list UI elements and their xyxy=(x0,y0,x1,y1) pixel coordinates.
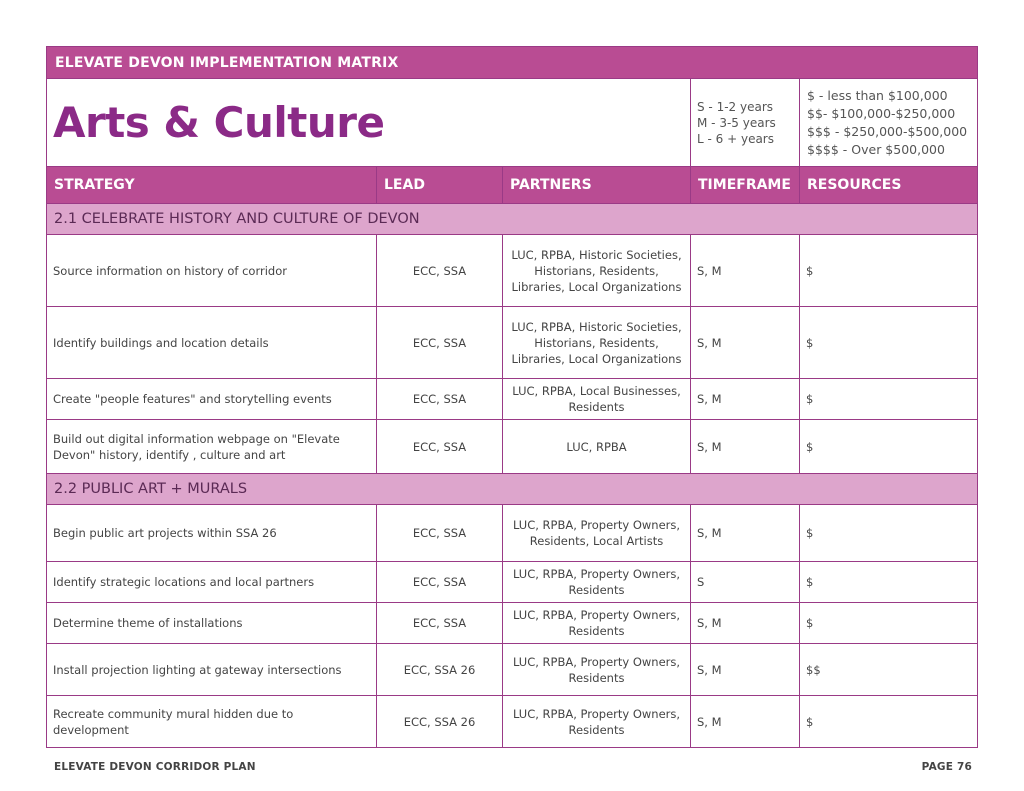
section-row xyxy=(47,474,978,505)
cell-strategy: Create "people features" and storytelling events xyxy=(47,379,377,420)
cell-timeframe: S, M xyxy=(691,696,800,748)
cell-partners: LUC, RPBA, Property Owners, Residents xyxy=(503,644,691,696)
cell-resources: $ xyxy=(800,505,978,562)
cell-strategy: Build out digital information webpage on "Elevate Devon" history, identify , culture and art xyxy=(47,420,377,474)
cell-partners: LUC, RPBA, Property Owners, Residents xyxy=(503,696,691,748)
resources-legend-3: $$$ - $250,000-$500,000 xyxy=(807,123,968,139)
cell-lead: ECC, SSA xyxy=(377,379,503,420)
cell-lead: ECC, SSA 26 xyxy=(377,644,503,696)
resources-legend-4: $$$$ - Over $500,000 xyxy=(807,141,945,157)
matrix-title-bar xyxy=(47,47,978,79)
column-header-strategy: STRATEGY xyxy=(47,167,377,204)
table-row xyxy=(47,696,978,748)
cell-timeframe: S, M xyxy=(691,379,800,420)
resources-legend-2: $$- $100,000-$250,000 xyxy=(807,105,956,121)
timeframe-legend-medium: M - 3-5 years xyxy=(697,115,776,130)
title-row xyxy=(47,79,978,167)
column-header-lead: LEAD xyxy=(377,167,503,204)
cell-resources: $ xyxy=(800,420,978,474)
cell-strategy: Recreate community mural hidden due to development xyxy=(47,696,377,748)
table-row xyxy=(47,379,978,420)
cell-strategy: Source information on history of corridor xyxy=(47,235,377,307)
timeframe-legend-long: L - 6 + years xyxy=(697,131,774,146)
resources-legend xyxy=(800,79,978,167)
matrix-body xyxy=(47,47,978,748)
cell-partners: LUC, RPBA, Local Businesses, Residents xyxy=(503,379,691,420)
cell-lead: ECC, SSA xyxy=(377,235,503,307)
implementation-matrix xyxy=(46,46,978,748)
section-title: 2.1 CELEBRATE HISTORY AND CULTURE OF DEVON xyxy=(47,204,978,235)
cell-strategy: Identify strategic locations and local partners xyxy=(47,562,377,603)
cell-partners: LUC, RPBA, Property Owners, Residents xyxy=(503,562,691,603)
table-row xyxy=(47,603,978,644)
footer-document-title: ELEVATE DEVON CORRIDOR PLAN xyxy=(54,761,256,773)
cell-lead: ECC, SSA xyxy=(377,562,503,603)
cell-lead: ECC, SSA xyxy=(377,603,503,644)
timeframe-legend xyxy=(691,79,800,167)
cell-resources: $ xyxy=(800,562,978,603)
column-header-partners: PARTNERS xyxy=(503,167,691,204)
cell-resources: $ xyxy=(800,235,978,307)
section-title: 2.2 PUBLIC ART + MURALS xyxy=(47,474,978,505)
cell-timeframe: S, M xyxy=(691,420,800,474)
cell-strategy: Identify buildings and location details xyxy=(47,307,377,379)
cell-resources: $ xyxy=(800,379,978,420)
table-row xyxy=(47,235,978,307)
cell-resources: $$ xyxy=(800,644,978,696)
cell-partners: LUC, RPBA, Property Owners, Residents, Local Artists xyxy=(503,505,691,562)
column-header-row xyxy=(47,167,978,204)
matrix-title: ELEVATE DEVON IMPLEMENTATION MATRIX xyxy=(47,47,978,79)
section-row xyxy=(47,204,978,235)
cell-partners: LUC, RPBA, Property Owners, Residents xyxy=(503,603,691,644)
cell-timeframe: S, M xyxy=(691,644,800,696)
cell-timeframe: S, M xyxy=(691,235,800,307)
table-row xyxy=(47,420,978,474)
timeframe-legend-short: S - 1-2 years xyxy=(697,99,774,114)
cell-strategy: Determine theme of installations xyxy=(47,603,377,644)
cell-strategy: Install projection lighting at gateway intersections xyxy=(47,644,377,696)
cell-timeframe: S, M xyxy=(691,505,800,562)
cell-timeframe: S, M xyxy=(691,603,800,644)
column-header-resources: RESOURCES xyxy=(800,167,978,204)
cell-timeframe: S, M xyxy=(691,307,800,379)
cell-lead: ECC, SSA 26 xyxy=(377,696,503,748)
cell-lead: ECC, SSA xyxy=(377,420,503,474)
table-row xyxy=(47,562,978,603)
cell-timeframe: S xyxy=(691,562,800,603)
table-row xyxy=(47,505,978,562)
cell-partners: LUC, RPBA, Historic Societies, Historians, Residents, Libraries, Local Organizations xyxy=(503,235,691,307)
cell-partners: LUC, RPBA xyxy=(503,420,691,474)
cell-lead: ECC, SSA xyxy=(377,307,503,379)
cell-partners: LUC, RPBA, Historic Societies, Historians, Residents, Libraries, Local Organizations xyxy=(503,307,691,379)
cell-lead: ECC, SSA xyxy=(377,505,503,562)
table-row xyxy=(47,644,978,696)
cell-resources: $ xyxy=(800,696,978,748)
page-title: Arts & Culture xyxy=(47,79,691,167)
resources-legend-1: $ - less than $100,000 xyxy=(807,87,948,103)
column-header-timeframe: TIMEFRAME xyxy=(691,167,800,204)
footer-page-number: PAGE 76 xyxy=(921,761,972,773)
table-row xyxy=(47,307,978,379)
cell-resources: $ xyxy=(800,603,978,644)
cell-resources: $ xyxy=(800,307,978,379)
cell-strategy: Begin public art projects within SSA 26 xyxy=(47,505,377,562)
